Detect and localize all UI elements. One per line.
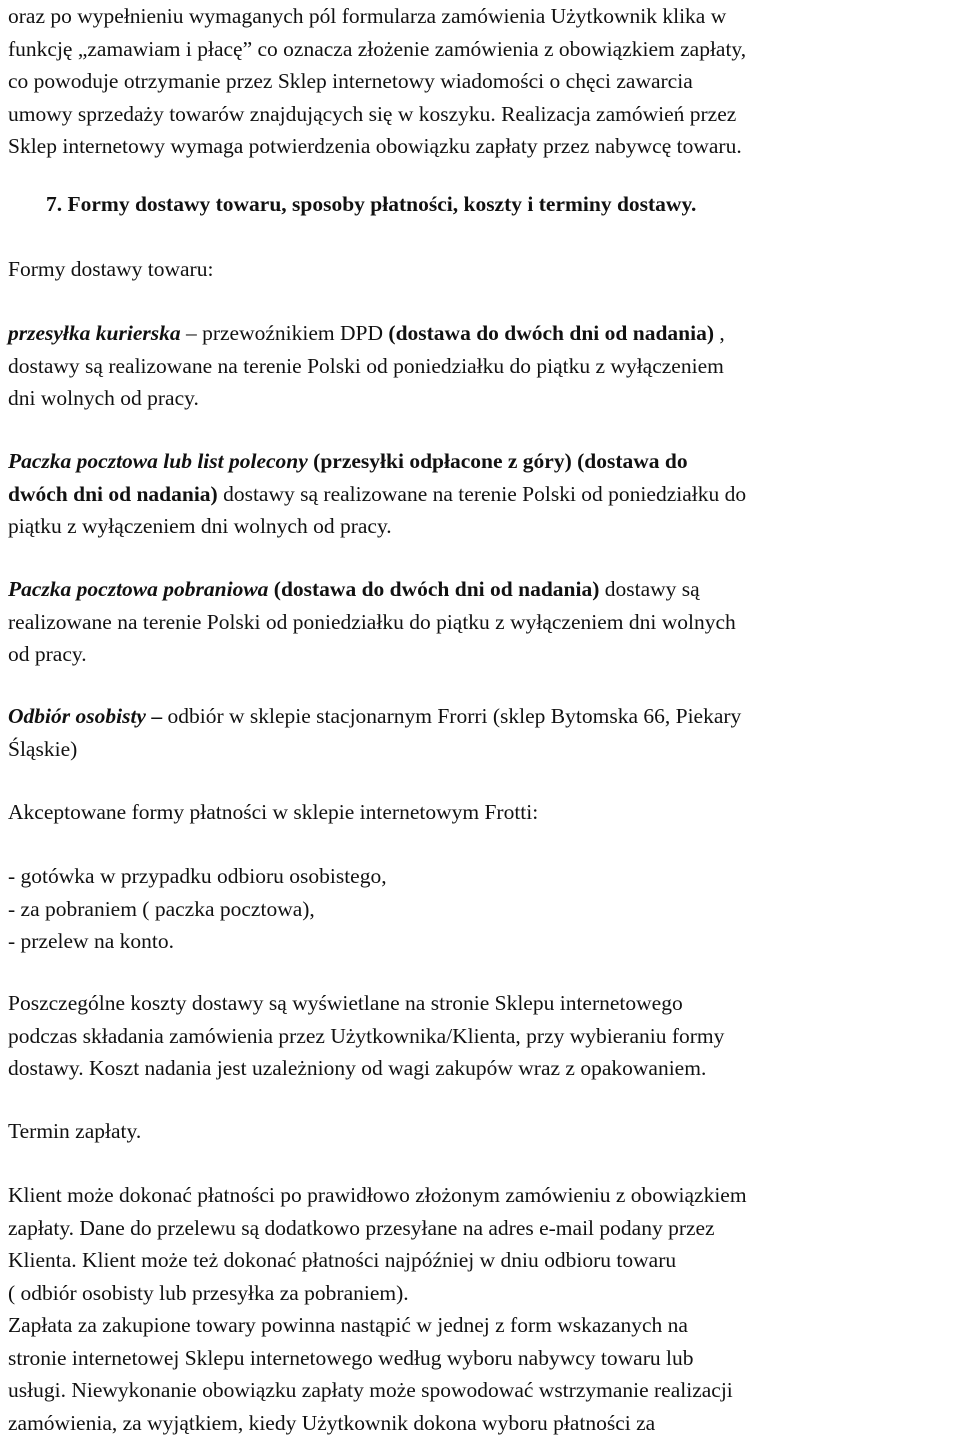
parcel-timing: dwóch dni od nadania)	[8, 481, 218, 506]
parcel-title: Paczka pocztowa lub list polecony	[8, 449, 308, 473]
text-line: oraz po wypełnieniu wymaganych pól formularza zamówienia Użytkownik klika w	[8, 4, 727, 28]
section-heading: 7. Formy dostawy towaru, sposoby płatności, koszty i terminy dostawy.	[46, 192, 697, 216]
courier-line3: dni wolnych od pracy.	[8, 386, 199, 410]
text-line: co powoduje otrzymanie przez Sklep internetowy wiadomości o chęci zawarcia	[8, 69, 693, 93]
cod-line2: realizowane na terenie Polski od poniedziałku do piątku z wyłączeniem dni wolnych	[8, 609, 736, 634]
text-line: dostawy. Koszt nadania jest uzależniony od wagi zakupów wraz z opakowaniem.	[8, 1056, 707, 1080]
text-line: stronie internetowej Sklepu internetowego według wyboru nabywcy towaru lub	[8, 1345, 694, 1370]
text-line: zamówienia, za wyjątkiem, kiedy Użytkownik dokona wyboru płatności za	[8, 1410, 656, 1435]
text-line: zapłaty. Dane do przelewu są dodatkowo przesyłane na adres e-mail podany przez	[8, 1215, 715, 1240]
pickup-dash: –	[145, 704, 163, 728]
cod-line3: od pracy.	[8, 642, 87, 666]
courier-title: przesyłka kurierska	[8, 321, 181, 345]
pickup-line2: Śląskie)	[8, 736, 78, 761]
delivery-option-parcel	[8, 445, 746, 543]
pickup-title: Odbiór osobisty	[8, 704, 146, 728]
payment-method-item: - za pobraniem ( paczka pocztowa),	[8, 896, 315, 921]
payment-methods-intro: Akceptowane formy płatności w sklepie internetowym Frotti:	[8, 800, 539, 824]
text-line: umowy sprzedaży towarów znajdujących się w koszyku. Realizacja zamówień przez	[8, 101, 737, 126]
payment-term-heading: Termin zapłaty.	[8, 1119, 142, 1143]
parcel-line2-tail: dostawy są realizowane na terenie Polski od poniedziałku do	[217, 481, 747, 506]
parcel-line3: piątku z wyłączeniem dni wolnych od pracy.	[8, 514, 392, 538]
text-line: Zapłata za zakupione towary powinna nastąpić w jednej z form wskazanych na	[8, 1313, 688, 1337]
payment-term-paragraph	[8, 1179, 747, 1439]
courier-carrier: – przewoźnikiem DPD	[180, 321, 389, 345]
cod-line1-tail: dostawy są	[599, 577, 700, 601]
parcel-prepaid: (przesyłki odpłacone z góry) (dostawa do	[307, 449, 688, 473]
text-line: Poszczególne koszty dostawy są wyświetlane na stronie Sklepu internetowego	[8, 991, 683, 1015]
courier-line1-tail: ,	[714, 321, 725, 345]
text-line: Klienta. Klient może też dokonać płatności najpóźniej w dniu odbioru towaru	[8, 1248, 677, 1272]
text-line: podczas składania zamówienia przez Użytkownika/Klienta, przy wybieraniu formy	[8, 1023, 725, 1048]
delivery-option-cod	[8, 573, 736, 671]
delivery-forms-intro: Formy dostawy towaru:	[8, 257, 214, 281]
text-line: Klient może dokonać płatności po prawidłowo złożonym zamówieniu z obowiązkiem	[8, 1183, 747, 1207]
delivery-costs-paragraph	[8, 987, 724, 1085]
text-line: Sklep internetowy wymaga potwierdzenia obowiązku zapłaty przez nabywcę towaru.	[8, 134, 742, 158]
pickup-line1-tail: odbiór w sklepie stacjonarnym Frorri (sklep Bytomska 66, Piekary	[162, 704, 742, 728]
cod-title: Paczka pocztowa pobraniowa	[8, 577, 269, 601]
intro-paragraph	[8, 0, 746, 163]
payment-method-item: - gotówka w przypadku odbioru osobistego,	[8, 864, 387, 888]
text-line: funkcję „zamawiam i płacę” co oznacza złożenie zamówienia z obowiązkiem zapłaty,	[8, 36, 747, 61]
delivery-option-courier	[8, 317, 725, 415]
text-line: ( odbiór osobisty lub przesyłka za pobraniem).	[8, 1280, 409, 1305]
courier-timing: (dostawa do dwóch dni od nadania)	[388, 321, 714, 345]
text-line: usługi. Niewykonanie obowiązku zapłaty może spowodować wstrzymanie realizacji	[8, 1378, 733, 1402]
courier-line2: dostawy są realizowane na terenie Polski od poniedziałku do piątku z wyłączeniem	[8, 353, 724, 378]
cod-timing: (dostawa do dwóch dni od nadania)	[268, 577, 600, 601]
payment-method-item: - przelew na konto.	[8, 929, 174, 953]
payment-methods-list	[8, 860, 387, 958]
delivery-option-pickup	[8, 700, 741, 765]
